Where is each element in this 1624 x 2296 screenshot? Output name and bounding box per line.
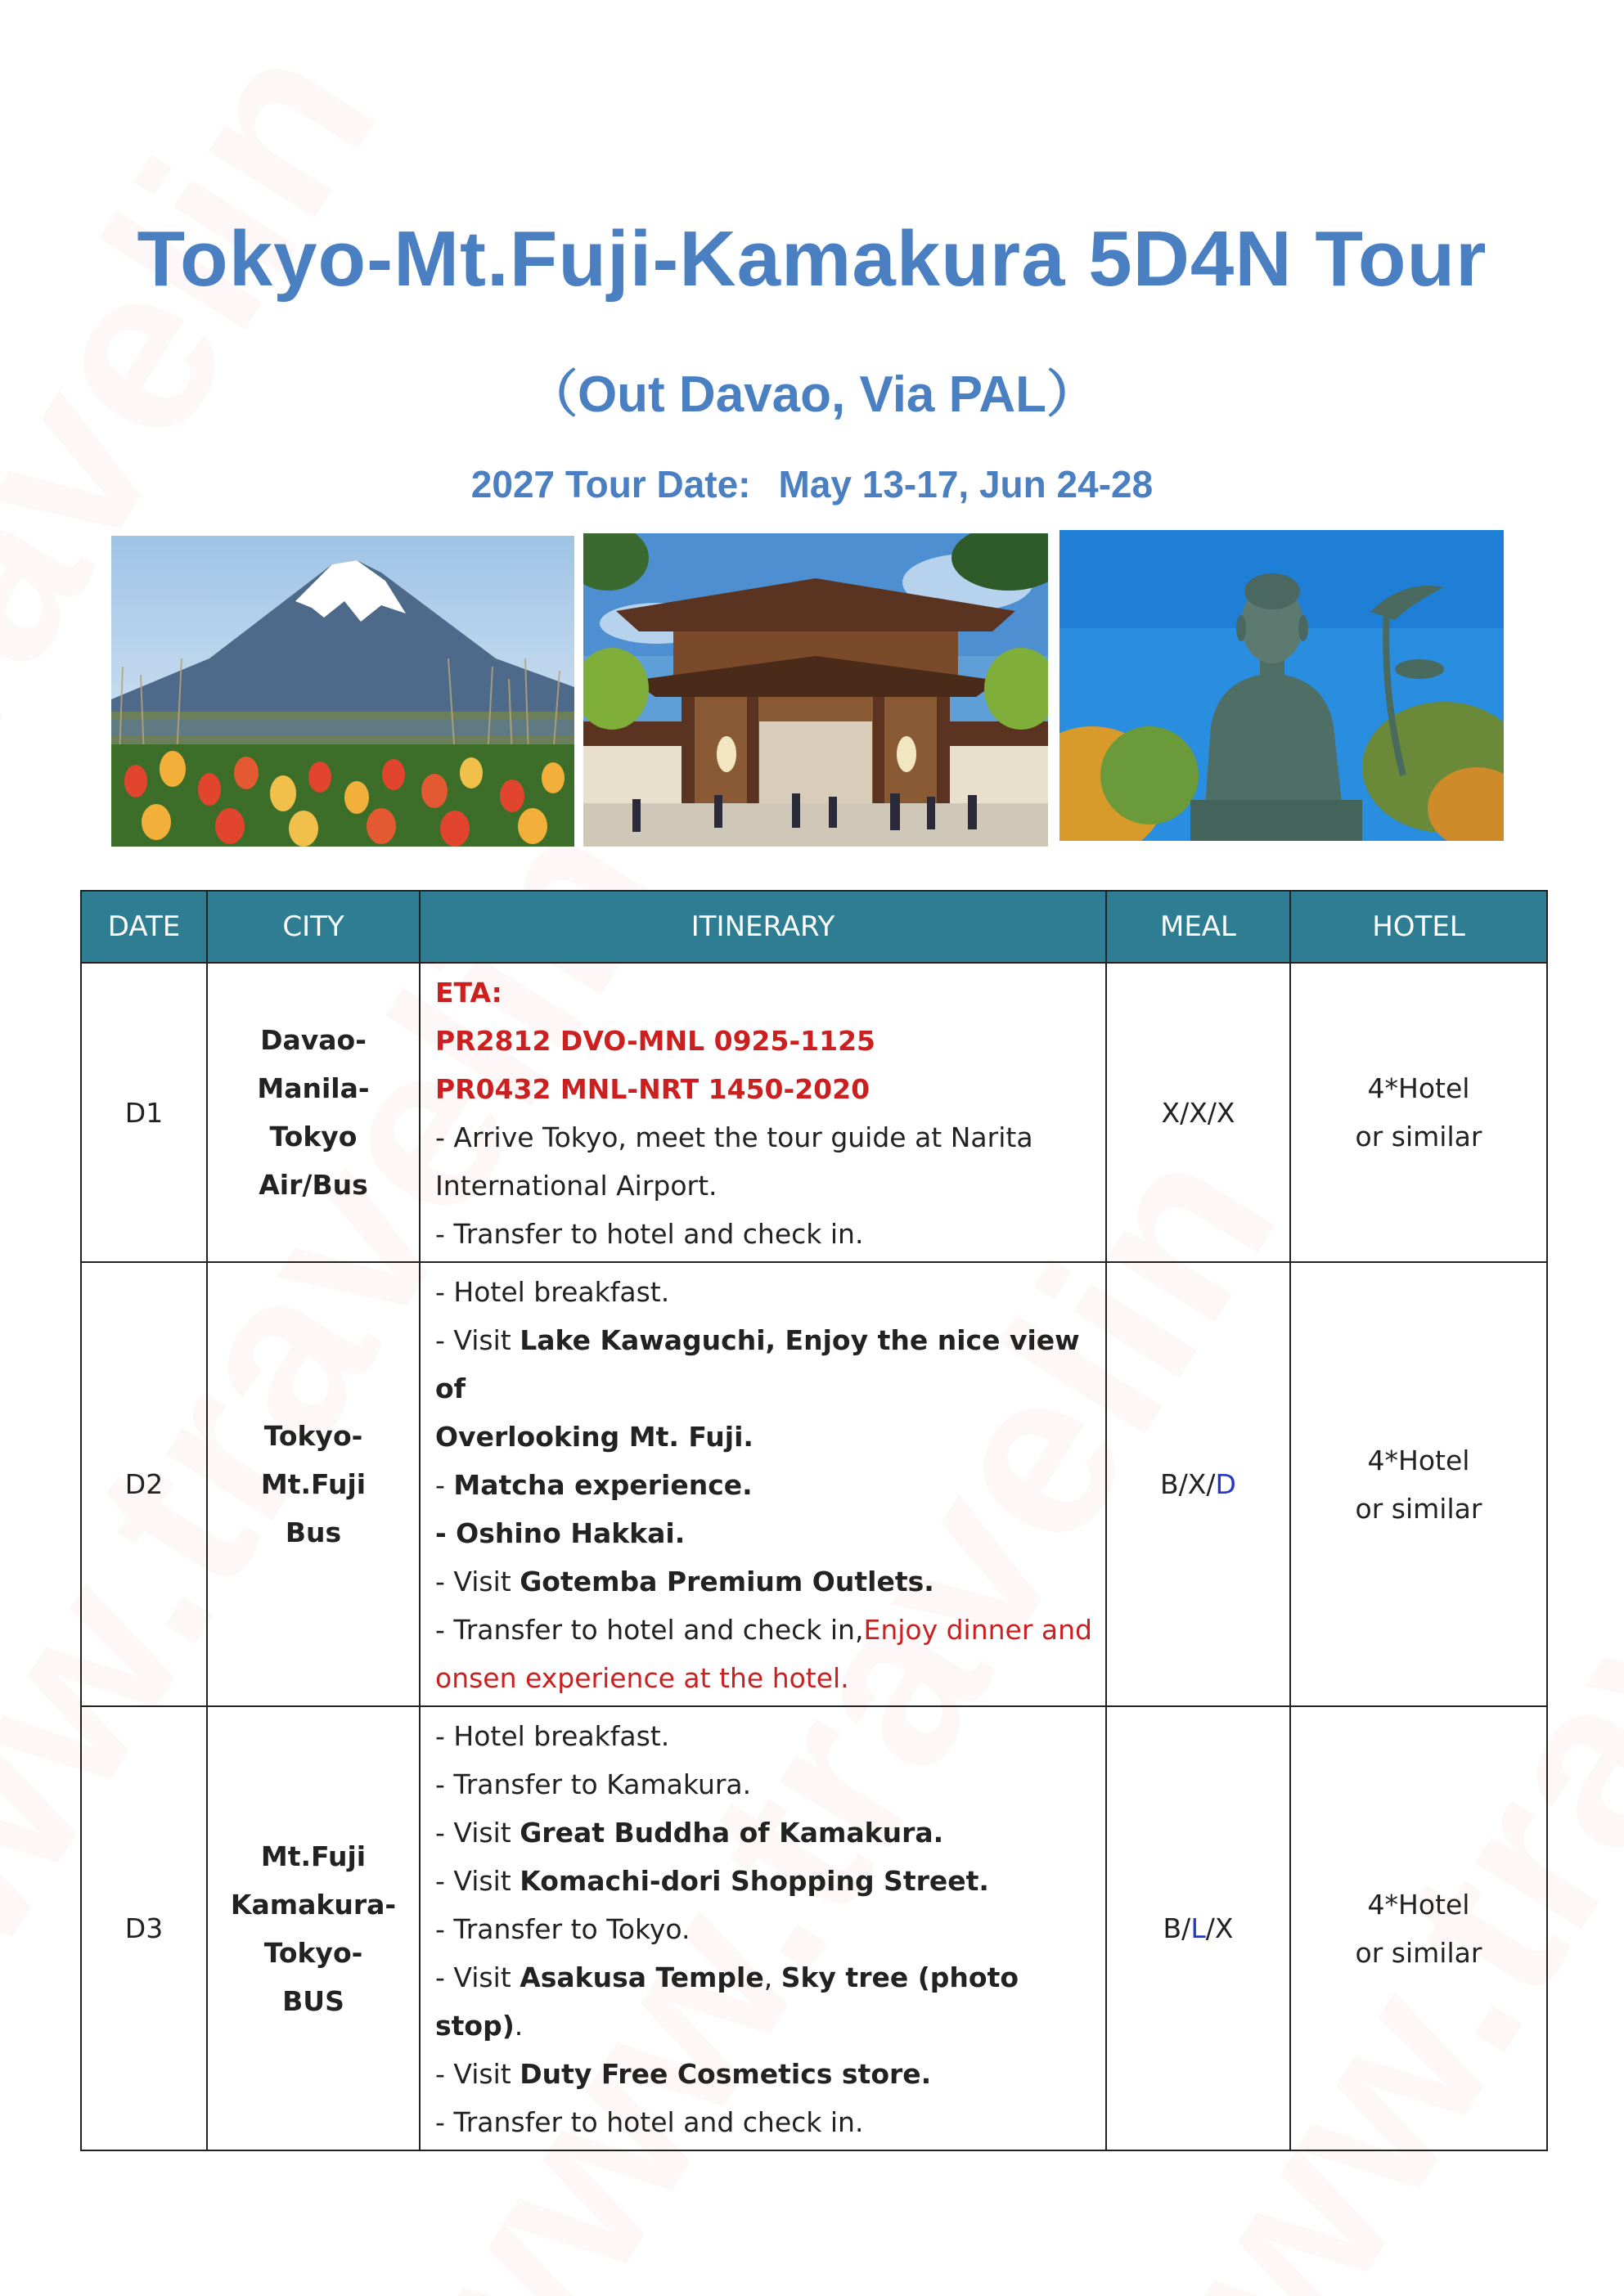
flight-info: PR2812 DVO-MNL 0925-1125 [435,1025,876,1057]
column-header-hotel: HOTEL [1290,891,1547,963]
itinerary-line [435,1953,1092,2050]
hotel-line: 4*Hotel [1367,1888,1470,1921]
itinerary-text: - Visit [435,1865,520,1897]
itinerary-line [435,1509,1092,1557]
itinerary-text: . [514,2010,524,2042]
column-header-date: DATE [81,891,207,963]
table-header-row [81,891,1547,963]
itinerary-text: , [763,1961,781,1993]
itinerary-cell [420,963,1106,1262]
day-cell: D1 [81,963,207,1262]
mt-fuji-photo [111,536,574,847]
meal-code-lunch: L [1190,1912,1206,1944]
itinerary-highlight: Asakusa Temple [520,1961,764,1993]
itinerary-highlight: Komachi-dori Shopping Street. [520,1865,989,1897]
itinerary-highlight: Sky tree (photo stop) [435,1961,1019,2042]
hotel-cell [1290,1706,1547,2150]
city-line: Tokyo- [263,1420,363,1452]
itinerary-line [435,1557,1092,1606]
itinerary-line: - Hotel breakfast. [435,1276,670,1308]
itinerary-line: - Hotel breakfast. [435,1720,670,1752]
itinerary-line: - Arrive Tokyo, meet the tour guide at Narita [435,1121,1033,1153]
itinerary-text: - Visit [435,1324,520,1356]
city-line: Tokyo [269,1121,358,1152]
column-header-meal: MEAL [1106,891,1290,963]
city-cell [207,1706,420,2150]
itinerary-line [435,1857,1092,1905]
tour-title: Tokyo-Mt.Fuji-Kamakura 5D4N Tour [137,215,1487,303]
itinerary-table [80,890,1548,2151]
itinerary-text: - Visit [435,1961,520,1993]
watermark [0,0,1118,226]
meal-code: /X [1205,1912,1234,1944]
hotel-line: or similar [1355,1492,1482,1525]
city-line: Mt.Fuji [260,1840,367,1872]
itinerary-line [435,1461,1092,1509]
city-line: Tokyo- [263,1936,363,1969]
meal-cell: X/X/X [1106,963,1290,1262]
meal-code: B/ [1163,1912,1191,1944]
itinerary-note: onsen experience at the hotel. [435,1662,849,1694]
itinerary-text: - Visit [435,1817,520,1849]
city-line: Kamakura- [230,1888,397,1921]
tour-subtitle: （Out Davao, Via PAL） [526,366,1098,423]
meal-code: B/X/ [1160,1468,1216,1500]
tour-date-label: 2027 Tour Date: [470,463,751,505]
itinerary-highlight: Duty Free Cosmetics store. [520,2058,932,2090]
great-buddha-photo [1059,530,1504,841]
itinerary-line: - Transfer to Tokyo. [435,1913,691,1945]
hotel-cell [1290,963,1547,1262]
city-cell [207,963,420,1262]
itinerary-highlight: Matcha experience. [453,1469,753,1501]
itinerary-line: International Airport. [435,1170,718,1202]
itinerary-text: - Visit [435,2058,520,2090]
day-cell: D3 [81,1706,207,2150]
itinerary-highlight: Gotemba Premium Outlets. [520,1566,934,1597]
flight-info: PR0432 MNL-NRT 1450-2020 [435,1073,870,1105]
city-line: BUS [282,1984,344,2017]
shrine-gate-photo [583,533,1048,847]
city-line: Air/Bus [259,1169,368,1201]
column-header-itinerary: ITINERARY [420,891,1106,963]
city-cell [207,1262,420,1706]
itinerary-line [435,1316,1092,1413]
itinerary-text: - [435,1469,454,1501]
hotel-line: or similar [1355,1936,1482,1969]
table-row [81,963,1547,1262]
day-cell: D2 [81,1262,207,1706]
hotel-line: 4*Hotel [1367,1072,1470,1104]
eta-label: ETA: [435,977,502,1009]
itinerary-highlight: Overlooking Mt. Fuji. [435,1421,754,1453]
itinerary-note: Enjoy dinner and [863,1614,1093,1646]
itinerary-line: - Transfer to hotel and check in. [435,2106,864,2138]
itinerary-text: - Transfer to hotel and check in, [435,1614,864,1646]
hotel-line: or similar [1355,1121,1482,1152]
meal-cell [1106,1262,1290,1706]
city-line: Bus [285,1516,342,1548]
table-row [81,1706,1547,2150]
itinerary-line [435,1808,1092,1857]
column-header-city: CITY [207,891,420,963]
itinerary-highlight: Lake Kawaguchi, Enjoy the nice view of [435,1324,1080,1404]
city-line: Davao- [260,1024,367,1056]
city-line: Manila- [257,1072,370,1104]
itinerary-line: - Transfer to Kamakura. [435,1768,752,1800]
tour-dates [0,462,1624,506]
hotel-line: 4*Hotel [1367,1444,1470,1476]
itinerary-line [435,1413,1092,1461]
itinerary-line: - Transfer to hotel and check in. [435,1218,864,1250]
city-line: Mt.Fuji [260,1468,367,1500]
itinerary-line [435,1606,1092,1654]
itinerary-cell [420,1262,1106,1706]
hotel-cell [1290,1262,1547,1706]
itinerary-cell [420,1706,1106,2150]
itinerary-highlight: Great Buddha of Kamakura. [520,1817,944,1849]
itinerary-text: - Visit [435,1566,520,1597]
itinerary-highlight: - Oshino Hakkai. [435,1517,686,1549]
tour-date-values: May 13-17, Jun 24-28 [778,463,1154,505]
table-row [81,1262,1547,1706]
meal-code-dinner: D [1215,1468,1236,1500]
itinerary-line [435,2050,1092,2098]
meal-cell [1106,1706,1290,2150]
